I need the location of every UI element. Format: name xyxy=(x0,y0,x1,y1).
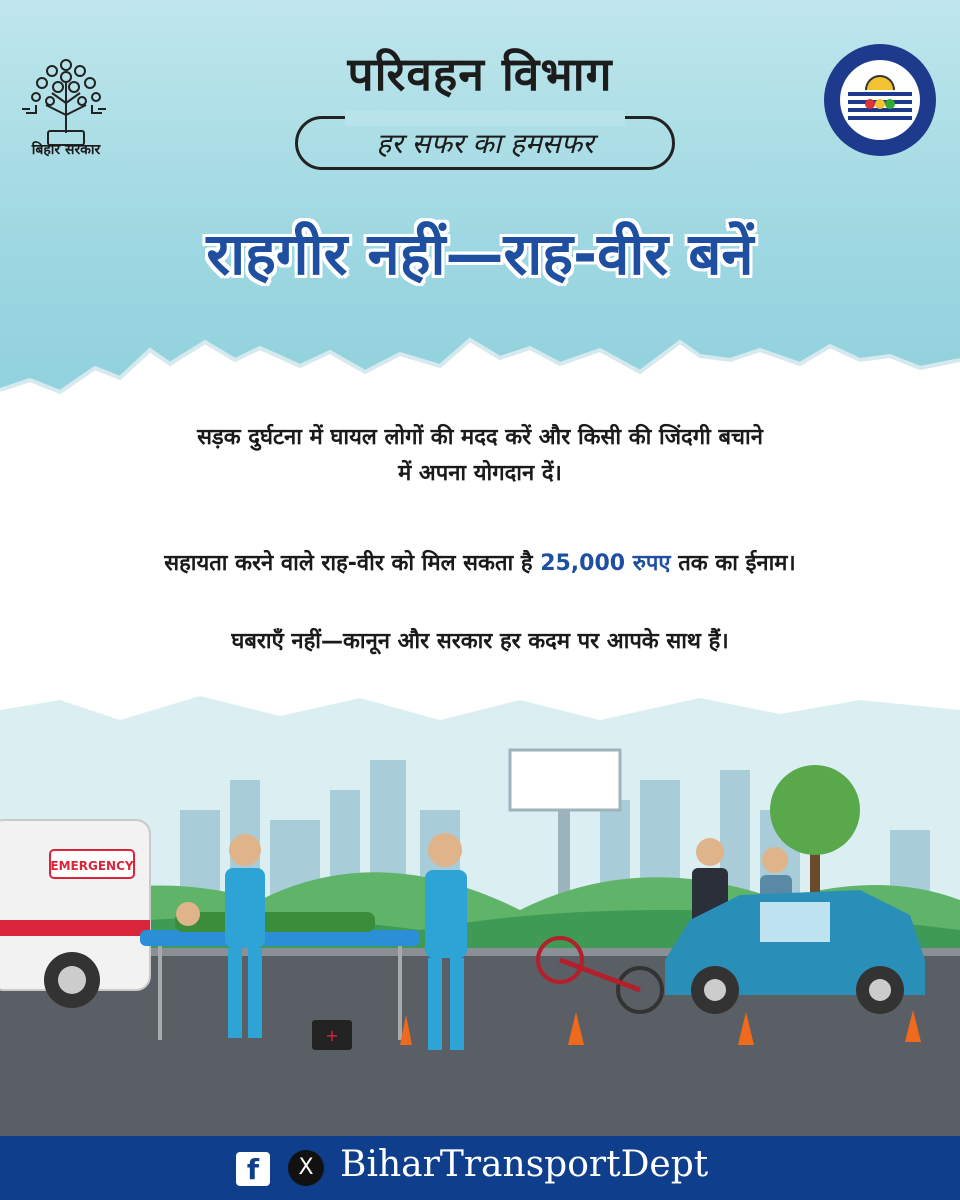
facebook-icon[interactable]: f xyxy=(236,1152,270,1186)
road-safety-council-seal-icon xyxy=(822,42,938,158)
accident-scene-illustration xyxy=(0,690,960,1140)
svg-text:+: + xyxy=(325,1026,339,1045)
reward-text-pre: सहायता करने वाले राह-वीर को मिल सकता है xyxy=(164,551,541,576)
tagline-frame xyxy=(295,116,675,176)
campaign-headline: राहगीर नहीं—राह-वीर बनें xyxy=(206,220,754,288)
message-help-victims-line2: में अपना योगदान दें। xyxy=(398,461,562,486)
tagline-text: हर सफर का हमसफर xyxy=(376,127,594,160)
message-help-victims xyxy=(60,420,900,492)
x-twitter-icon[interactable]: X xyxy=(288,1150,324,1186)
message-reward xyxy=(60,546,900,582)
ambulance-emergency-label: EMERGENCY xyxy=(50,859,134,873)
reward-amount: 25,000 रुपए xyxy=(540,551,671,576)
department-title: परिवहन विभाग xyxy=(347,47,613,101)
reward-text-post: तक का ईनाम। xyxy=(670,551,796,576)
message-reassurance: घबराएँ नहीं—कानून और सरकार हर कदम पर आपके साथ हैं। xyxy=(231,629,729,654)
message-help-victims-line1: सड़क दुर्घटना में घायल लोगों की मदद करें और किसी की जिंदगी बचाने xyxy=(197,425,763,450)
social-handle[interactable]: BiharTransportDept xyxy=(340,1144,709,1185)
bihar-sarkar-label: बिहार सरकार xyxy=(31,142,101,158)
